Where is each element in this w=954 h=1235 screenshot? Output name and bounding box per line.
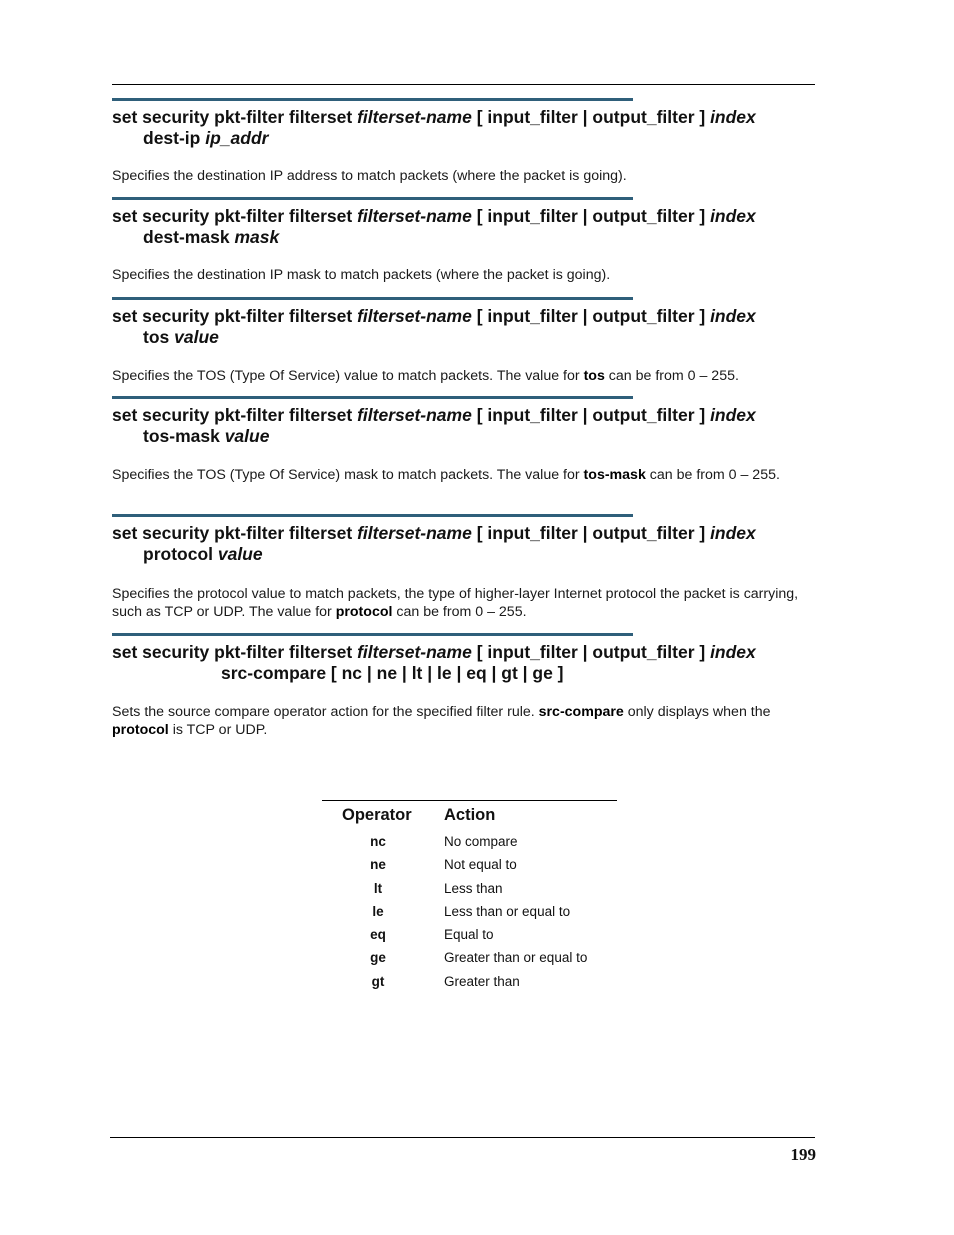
table-row	[322, 924, 617, 947]
command-heading: set security pkt-filter filterset filterset-name [ input_filter | output_filter ] index tos value	[112, 306, 756, 347]
column-header-operator: Operator	[342, 806, 412, 824]
section-divider-bar	[112, 98, 633, 101]
command-description: Specifies the TOS (Type Of Service) value to match packets. The value for tos can be from 0 – 255.	[112, 368, 739, 384]
command-description: Specifies the destination IP address to match packets (where the packet is going).	[112, 168, 627, 184]
operator-cell: ge	[370, 950, 386, 966]
operator-cell: ne	[370, 857, 386, 873]
action-cell: Not equal to	[444, 857, 517, 873]
footer-rule	[110, 1137, 815, 1138]
page-number: 199	[790, 1145, 816, 1164]
command-description: Sets the source compare operator action for the specified filter rule. src-compare only displays when the protocol is TCP or UDP.	[112, 704, 771, 739]
command-heading: set security pkt-filter filterset filterset-name [ input_filter | output_filter ] index tos-mask value	[112, 405, 756, 446]
section-divider-bar	[112, 396, 633, 399]
command-heading: set security pkt-filter filterset filterset-name [ input_filter | output_filter ] index dest-ip ip_addr	[112, 107, 756, 148]
action-cell: Equal to	[444, 927, 494, 943]
section-divider-bar	[112, 197, 633, 200]
command-heading: set security pkt-filter filterset filterset-name [ input_filter | output_filter ] index dest-mask mask	[112, 206, 756, 247]
section-divider-bar	[112, 633, 633, 636]
command-heading: set security pkt-filter filterset filterset-name [ input_filter | output_filter ] index protocol value	[112, 523, 756, 564]
command-description: Specifies the destination IP mask to match packets (where the packet is going).	[112, 267, 611, 283]
command-description: Specifies the protocol value to match packets, the type of higher-layer Internet protocol the packet is carrying, such as TCP or UDP. The value for protocol can be from 0 – 255.	[112, 586, 799, 621]
header-rule	[112, 84, 815, 85]
section-divider-bar	[112, 514, 633, 517]
command-heading: set security pkt-filter filterset filterset-name [ input_filter | output_filter ] index src-compare [ nc | ne | lt | le | eq | gt | ge ]	[112, 642, 756, 683]
operator-cell: lt	[373, 880, 383, 896]
table-row	[322, 854, 617, 877]
table-row	[322, 971, 617, 994]
command-description: Specifies the TOS (Type Of Service) mask to match packets. The value for tos-mask can be from 0 – 255.	[112, 467, 780, 483]
section-divider-bar	[112, 297, 633, 300]
column-header-action: Action	[444, 806, 496, 824]
operator-cell: eq	[370, 927, 386, 943]
table-row	[322, 901, 617, 924]
action-cell: Less than	[444, 880, 503, 896]
operator-table	[322, 800, 617, 994]
action-cell: No compare	[444, 834, 518, 849]
action-cell: Greater than or equal to	[444, 950, 588, 966]
operator-cell: nc	[370, 834, 386, 849]
table-row	[322, 831, 617, 854]
operator-cell: gt	[371, 973, 385, 989]
action-cell: Less than or equal to	[444, 903, 571, 919]
operator-cell: le	[372, 903, 384, 919]
table-row	[322, 878, 617, 901]
table-row	[322, 947, 617, 970]
table-header	[322, 801, 617, 831]
action-cell: Greater than	[444, 973, 520, 989]
